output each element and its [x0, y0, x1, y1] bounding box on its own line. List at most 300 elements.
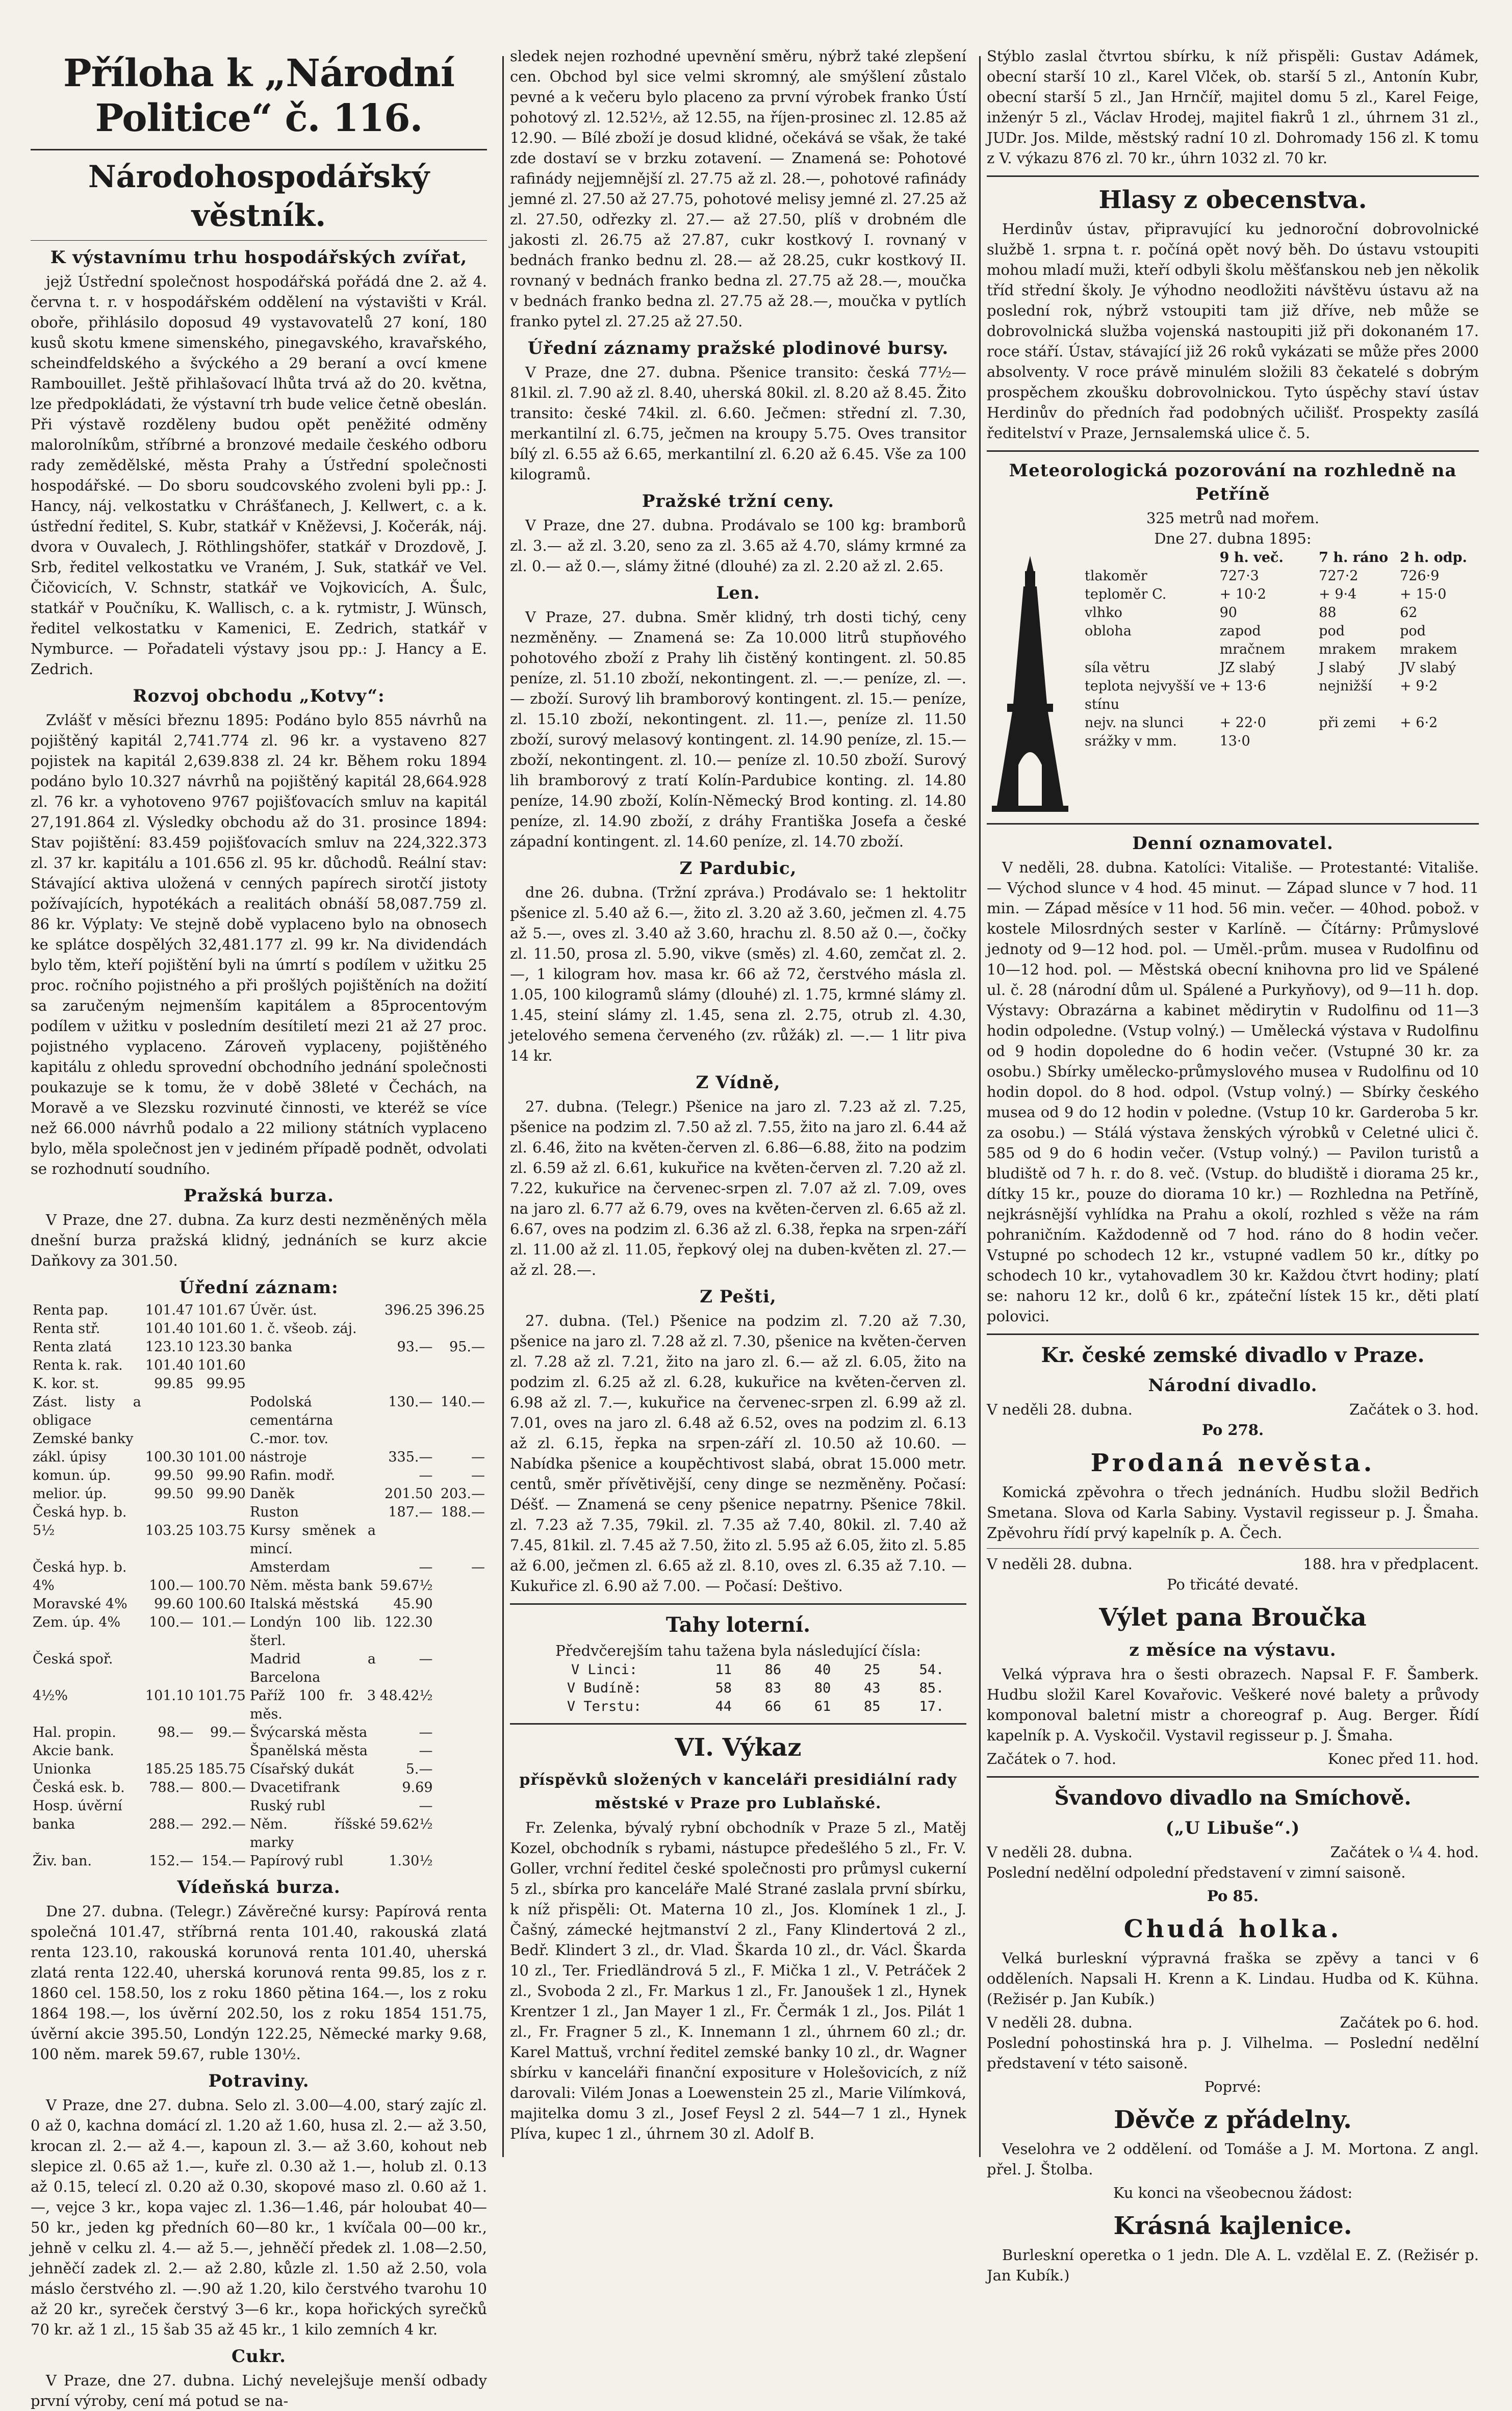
table-cell: 100.60 — [197, 1596, 246, 1612]
table-cell: 101.— — [201, 1614, 246, 1630]
table-cell: Rafin. modř. — [249, 1468, 336, 1483]
table-cell — [435, 1687, 488, 1724]
table-cell: 62 — [1400, 605, 1418, 621]
table-cell — [435, 1356, 488, 1375]
table-cell: Londýn 100 lib. šterl. — [249, 1614, 376, 1649]
table-cell — [435, 1760, 488, 1779]
lottery-heading: Tahy loterní. — [665, 1613, 811, 1637]
smichov-date: V neděli 28. dubna. — [987, 2014, 1133, 2031]
table-cell — [435, 1613, 488, 1650]
table-cell: 185.25 — [145, 1761, 194, 1777]
table-cell: síla větru — [1085, 660, 1150, 676]
food-heading: Potraviny. — [208, 2071, 310, 2091]
table-cell: C.-mor. tov. — [249, 1431, 328, 1447]
meteo-row — [1083, 714, 1479, 732]
table-cell: Česká hyp. b. — [33, 1559, 127, 1575]
table-cell: 101.75 — [197, 1688, 246, 1704]
table-cell: 99.85 — [154, 1376, 194, 1392]
table-cell — [143, 1650, 195, 1687]
table-cell: srážky v mm. — [1085, 733, 1177, 749]
table-cell: nejnižší — [1319, 678, 1372, 694]
table-cell: 292.— — [201, 1816, 246, 1832]
table-cell: Renta zlatá — [33, 1339, 112, 1355]
bond-row — [31, 1595, 487, 1613]
table-cell: + 22·0 — [1219, 715, 1266, 731]
divider — [31, 149, 487, 150]
table-cell: 396.25 — [385, 1302, 433, 1318]
show-description: Veselohra ve 2 oddělení. od Tomáše a J. M. Mortona. Z angl. přel. J. Štolba. — [987, 2140, 1479, 2178]
section-title: Národohospodářský věstník. — [88, 159, 430, 234]
table-cell: Živ. ban. — [33, 1853, 92, 1869]
table-cell: 788.— — [149, 1780, 194, 1796]
table-cell — [143, 1558, 195, 1577]
table-cell: 45.90 — [393, 1596, 433, 1612]
table-cell: Unionka — [33, 1761, 91, 1777]
table-cell: 103.75 — [197, 1523, 246, 1538]
table-cell: 101.40 — [145, 1357, 194, 1373]
meteo-subheading: 325 metrů nad mořem. — [1146, 509, 1320, 527]
exhibit-article: jejž Ústřední společnost hospodářská pořádá dne 2. až 4. června t. r. v hospodářském oddělení na výstavišti v Král. oboře, přihlásilo doposud 49 vystavovatelů 27 koní, 180 kusů skotu kmene simenského, pinegavského, kravařského, scheindfeldského a švýckého a 29 beraní a ovcí kmene Rambouillet. Ještě přihlašovací lhůta trvá až do 20. května, lze předpokládati, že výstavní trh bude velice četně obeslán. Při výstavě rozděleny budou opět peněžité odměny malorolníkům, stříbrné a bronzové medaile českého odboru rady zemědělské, města Prahy a Ústřední společnosti hospodářské. — Do sboru soudcovského zvoleni byli pp.: J. Hancy, náj. velkostatku v Chrášťanech, J. Kellwert, c. a k. ústřední ředitel, S. Kubr, statkář v Kněževsi, J. Kočerák, náj. dvora v Ouvalech, J. Röthlingshöfer, statkář v Drozdově, J. Srb, ředitel velkostatku ve Vraném, J. Suk, statkář ve Vel. Čičovicích, V. Schnstr, statkář ve Vojkovicích, A. Šulc, statkář v Poučníku, K. Wallisch, c. a k. rytmistr, J. Wünsch, ředitel velkostatku v Kamenici, E. Zedrich, statkář v Nymburce. — Pořadateli výstavy jsou pp.: J. Hancy a E. Zedrich. — [31, 273, 487, 678]
table-cell: komun. úp. — [33, 1468, 111, 1483]
table-cell: Hosp. úvěrní — [33, 1798, 122, 1814]
show-title: Chudá holka. — [1123, 1915, 1342, 1943]
table-cell: J slabý — [1319, 660, 1365, 676]
table-cell: zákl. úpisy — [33, 1449, 107, 1465]
table-cell — [435, 1815, 488, 1852]
table-cell: 100.— — [149, 1578, 194, 1594]
table-cell: Něm. říšské marky — [249, 1816, 376, 1851]
table-cell: 100.— — [149, 1614, 194, 1630]
calendar-text: V neděli, 28. dubna. Katolíci: Vitališe. — Protestanté: Vitališe. — Východ slunce v 4 hod. 45 minut. — Západ slunce v 7 hod. 11 min. — Západ měsíce v 11 hod. 56 min. večer. — 40hod. pobož. v kostele Milosrdných sester v Karlíně. — Čítárny: Průmyslové jednoty od 9—12 hod. pol. — Uměl.-prům. musea v Rudolfinu od 10—12 hod. pol. — Městská obecní knihovna pro lid ve Spálené ul. č. 28 (národní dům ul. Spálené a Purkyňovy), od 9—11 h. dop. Výstavy: Obrazárna a kabinet mědirytin v Rudolfinu od 11—3 hodin odpoledne. (Vstup volný.) — Umělecká výstava v Rudolfinu od 9 hodin dopoledne do 6 hodin večer. (Vstupné 30 kr. za osobu.) Sbírky umělecko-průmyslového musea v Rudolfinu od 10 hodin dopol. do 8 hod. odpol. (Vstup volný.) — Sbírky českého musea od 9 do 12 hodin v poledne. (Vstup 10 kr. Garderoba 5 kr. za osobu.) — Stálá výstava ženských výrobků v Celetné ulici č. 585 od 9 do 6 hodin večer. (Vstup volný.) — Pavilon turistů a bludiště od 7 h. r. do 8. več. (Vstup. do bludiště i diorama 25 kr., dítky 15 kr., pouze do diorama 10 kr.) — Rozhledna na Petříně, nejkrásnější vyhlídka na Prahu a okolí, rozhled s věže na rám pohraničním. Každodenně od 7 hod. ráno do 8 hodin večer. Vstupné po schodech 12 kr., vstupné vadlem 50 kr., dítky po schodech 10 kr., vytahovadlem 30 kr. Každou čtvrt hodiny; platí se: nahoru 12 kr., dolů 6 kr., zpáteční lístek 15 kr., děti platí polovici. — [987, 859, 1479, 1325]
lottery-row — [510, 1661, 966, 1679]
divider — [987, 1333, 1479, 1335]
bond-row — [31, 1448, 487, 1467]
theatre-subheading: Národní divadlo. — [1148, 1375, 1318, 1396]
meteo-row — [1083, 585, 1479, 604]
table-cell: Dvacetifrank — [249, 1780, 340, 1796]
table-cell: Císařský dukát — [249, 1761, 354, 1777]
table-cell: 43 — [863, 1680, 881, 1696]
table-cell: 85. — [919, 1680, 944, 1696]
bond-row — [31, 1577, 487, 1595]
table-cell: 726·9 — [1400, 568, 1440, 584]
table-cell: Hal. propin. — [33, 1725, 116, 1740]
theatre-heading: Kr. české zemské divadlo v Praze. — [1041, 1343, 1425, 1367]
table-cell: + 6·2 — [1400, 715, 1438, 731]
table-cell — [195, 1797, 247, 1815]
table-cell: vlhko — [1085, 605, 1122, 621]
table-cell: 154.— — [201, 1853, 246, 1869]
table-cell: 99.95 — [206, 1376, 246, 1392]
theatre-performance-note: Po třicáté devaté. — [1167, 1576, 1299, 1593]
bond-row — [31, 1815, 487, 1852]
bond-row — [31, 1375, 487, 1393]
table-cell — [378, 1356, 434, 1375]
table-cell: 185.75 — [197, 1761, 246, 1777]
theatre-subscription: 188. hra v předplacent. — [1303, 1555, 1479, 1573]
smichov-subheading: („U Libuše“.) — [1165, 1818, 1300, 1838]
market-text: V Praze, dne 27. dubna. Prodávalo se 100 kg: bramborů zl. 3.— až zl. 3.20, seno za zl. 3.65 až 4.70, slámy krmné za zl. 0.— až 0.—, slámy žitné (dlouhé) za zl. 2.20 až zl. 2.65. — [510, 517, 966, 575]
table-cell: — — [419, 1651, 433, 1667]
table-cell: 85 — [863, 1699, 881, 1714]
table-cell: pod mrakem — [1400, 623, 1457, 657]
table-cell: — — [471, 1449, 485, 1465]
meteo-heading: Meteorologická pozorování na rozhledně na Petříně — [1009, 460, 1457, 504]
bond-row — [31, 1558, 487, 1577]
report-subheading: příspěvků složených v kanceláři presidiální rady městské v Praze pro Lublaňské. — [519, 1771, 957, 1812]
table-cell: banka — [33, 1816, 75, 1832]
table-cell: 5½ — [33, 1523, 55, 1538]
table-cell: 800.— — [201, 1780, 246, 1796]
bond-row — [31, 1797, 487, 1815]
table-cell: — — [471, 1559, 485, 1575]
table-cell — [1398, 732, 1479, 751]
table-cell: 101.00 — [197, 1449, 246, 1465]
table-cell: 727·3 — [1219, 568, 1259, 584]
table-cell — [195, 1558, 247, 1577]
table-cell: JZ slabý — [1219, 660, 1275, 676]
sugar-text: V Praze, dne 27. dubna. Lichý nevelejšuje menší odbady první výroby, cení má potud se na- — [31, 2372, 487, 2409]
calendar-heading: Denní oznamovatel. — [1132, 833, 1334, 854]
table-cell: Zem. úp. 4% — [33, 1614, 121, 1630]
table-cell: teploměr C. — [1085, 586, 1167, 602]
meteo-row — [1083, 567, 1479, 585]
table-cell: Renta pap. — [33, 1302, 109, 1318]
table-cell: teplota nejvyšší ve stínu — [1085, 678, 1216, 712]
bond-row — [31, 1522, 487, 1558]
table-cell: 123.10 — [145, 1339, 194, 1355]
table-cell: 201.50 — [385, 1486, 433, 1502]
bond-row — [31, 1320, 487, 1338]
lottery-row — [510, 1698, 966, 1716]
table-cell: 288.— — [149, 1816, 194, 1832]
table-cell: 4½% — [33, 1688, 68, 1704]
column-rule — [979, 56, 981, 2157]
table-cell: 59.67½ — [380, 1578, 433, 1594]
theatre-date: V neděli 28. dubna. — [987, 1401, 1133, 1418]
table-cell: 727·2 — [1319, 568, 1359, 584]
bond-row — [31, 1687, 487, 1724]
table-cell: 140.— — [440, 1394, 485, 1410]
bond-row — [31, 1467, 487, 1485]
table-cell — [143, 1742, 195, 1760]
table-cell: + 13·6 — [1219, 678, 1266, 694]
table-cell: Akcie bank. — [33, 1743, 114, 1759]
table-cell: Podolská cementárna — [249, 1394, 334, 1428]
table-cell: + 10·2 — [1219, 586, 1266, 602]
table-cell — [143, 1503, 195, 1522]
theatre-performance-number: Po 278. — [1201, 1421, 1264, 1439]
table-cell — [195, 1503, 247, 1522]
table-cell: 66 — [764, 1699, 782, 1714]
table-cell: 99.— — [210, 1725, 246, 1740]
table-cell: 58 — [715, 1680, 732, 1696]
table-cell: 88 — [1319, 605, 1337, 621]
table-cell: 17. — [919, 1699, 944, 1714]
table-cell: Italská městská — [249, 1596, 359, 1612]
table-cell: Česká esk. b. — [33, 1780, 125, 1796]
table-cell — [195, 1430, 247, 1448]
table-cell: 98.— — [158, 1725, 194, 1740]
table-cell: Švýcarská města — [249, 1725, 368, 1740]
table-cell: 188.— — [440, 1504, 485, 1520]
table-cell: 101.40 — [145, 1321, 194, 1337]
show-description: Velká burleskní výpravná fraška se zpěvy a tanci v 6 odděleních. Napsali H. Krenn a K. Lindau. Hudba od K. Kühna. (Režisér p. Jan Kubík.) — [987, 1950, 1479, 2008]
table-cell: — — [471, 1468, 485, 1483]
table-cell — [195, 1393, 247, 1430]
table-cell: melior. úp. — [33, 1486, 107, 1502]
divider — [510, 1723, 966, 1725]
masthead: Příloha k „Národní Politice“ č. 116. — [63, 52, 454, 140]
pardubice-text: dne 26. dubna. (Tržní zpráva.) Prodávalo se: 1 hektolitr pšenice zl. 5.40 až 6.—, žito zl. 3.20 až 3.60, ječmen zl. 4.75 až 5.—, oves zl. 3.40 až 3.60, hrachu zl. 8.50 až 0.—, čočky zl. 11.50, prosa zl. 5.90, vikve (směs) zl. 4.60, zemčat zl. 2.—, 1 kilogram hov. masa kr. 66 až 72, čerstvého másla zl. 1.05, 100 kilogramů slámy (dlouhé) zl. 1.75, krmné slámy zl. 1.45, steiní slámy zl. 1.45, sena zl. 2.75, otrub zl. 4.30, jetelového semena červeného (zv. růžák) zl. —.— 1 litr piva 14 kr. — [510, 884, 966, 1064]
kotvy-article: Zvlášť v měsíci březnu 1895: Podáno bylo 855 návrhů na pojištěný kapitál 2,741.774 zl. 96 kr. a vystaveno 827 pojistek na kapitál 2,639.838 zl. 24 kr. Během roku 1894 podáno bylo 10.327 návrhů na pojištěný kapitál 28,664.928 zl. 76 kr. a vyhotoveno 9767 pojišťovacích smluv na kapitál 27,191.864 zl. Výsledky obchodu až do 31. prosince 1894: Stav pojištění: 83.459 pojišťovacích smluv na 224,322.373 zl. 37 kr. kapitálu a 101.656 zl. 95 kr. důchodů. Reální stav: Stávající aktiva uložená v cenných papírech sirotčí jistoty požívajících, hypotékách a realitách obnáší 58,087.759 zl. 86 kr. Výplaty: Ve stejně době vyplaceno bylo na obnosech ke splátce dospělých 32,481.177 zl. 99 kr. Na dividendách bylo těm, kteří pojištění byli na úmrtí s podílem v užitku 25 proc. ročního pojistného a při prošlých pojištěních na dožití sa zaručeným nejmenším kapitálem a 85procentovým podílem v užitku v posledním desítiletí mezi 21 až 27 proc. pojistného vyplaceno. Zároveň vyplaceny, pojištěného kapitálu z ohledu sprovední obchodního jednání společnosti poukazuje se k tomu, že v době 38leté v Čechách, na Moravě a ve Slezsku rozvinuté činnosti, ve kteréž se více než 66.000 návrhů podalo a 22 miliony státních vyplaceno bylo, měla společnost jen v jediném případě podnět, odvolati se rozhodnutí soudního. — [31, 711, 487, 1177]
table-cell: tlakoměr — [1085, 568, 1147, 584]
table-cell — [435, 1797, 488, 1815]
table-cell: Daněk — [249, 1486, 295, 1502]
table-cell: 9 h. več. — [1219, 550, 1284, 566]
show-title: Výlet pana Broučka — [1099, 1603, 1367, 1632]
table-cell: 93.— — [397, 1339, 433, 1355]
table-cell: Amsterdam — [249, 1559, 330, 1575]
report-continued-text: Stýblo zaslal čtvrtou sbírku, k níž přispěli: Gustav Adámek, obecní starší 10 zl., Karel Vlček, ob. starší 5 zl., Antonín Kubr, obecní starší 5 zl., Jan Hrnčíř, majitel domu 5 zl., Karel Feige, inženýr 5 zl., Václav Hrodej, majitel fiakrů 1 zl., úhrnem 31 zl., JUDr. Jos. Milde, městský radní 10 zl. Dohromady 156 zl. K tomu z V. výkazu 876 zl. 70 kr., úhrn 1032 zl. 70 kr. — [987, 47, 1479, 167]
table-cell: Ruston — [249, 1504, 299, 1520]
lottery-row — [510, 1679, 966, 1698]
smichov-first-label: Poprvé: — [1204, 2078, 1262, 2095]
table-cell: 99.50 — [154, 1468, 194, 1483]
theatre-start: Začátek o 3. hod. — [1349, 1401, 1479, 1418]
food-text: V Praze, dne 27. dubna. Selo zl. 3.00—4.00, starý zajíc zl. 0 až 0, kachna domácí zl. 1.20 až 1.60, husa zl. 2.— až 3.50, krocan zl. 2.— až 4.—, kapoun zl. 3.— až 3.60, kohout neb slepice zl. 0.65 až 1.—, kuře zl. 0.30 až 1.—, holub zl. 0.13 až 0.15, telecí zl. 0.20 až 0.30, skopové maso zl. 0.60 až 1.—, vejce 3 kr., kopa vajec zl. 1.36—1.46, pár holoubat 40—50 kr., jeden kg předních 60—80 kr., 1 kvíčala 00—00 kr., jehně v celku zl. 4.— až 5.—, jehněčí předek zl. 1.08—2.50, jehněčí zadek zl. 2.— až 2.80, kůzle zl. 1.50 až 2.50, vola máslo čerstvého zl. —.90 až 1.20, kilo čerstvého tvarohu 10 až 20 kr., syreček čerstvý 3—6 kr., kopa hořických syrečků 70 kr. až 1 zl., 15 šab 35 až 45 kr., 1 kilo zemních 4 kr. — [31, 2096, 487, 2338]
divider — [987, 450, 1479, 452]
bond-row — [31, 1338, 487, 1356]
meteo-date: Dne 27. dubna 1895: — [1154, 530, 1312, 547]
meteo-header-row — [1083, 549, 1479, 567]
table-cell: 80 — [814, 1680, 831, 1696]
show-description: Burleskní operetka o 1 jedn. Dle A. L. vzdělal E. Z. (Režisér p. Jan Kubík.) — [987, 2246, 1479, 2284]
show-title: Děvče z přádelny. — [1114, 2106, 1352, 2134]
table-cell: 54. — [919, 1662, 944, 1678]
vienna-grain-heading: Z Vídně, — [696, 1072, 781, 1093]
table-cell — [435, 1522, 488, 1558]
table-cell: — — [419, 1798, 433, 1814]
bond-row — [31, 1503, 487, 1522]
show-subtitle: z měsíce na výstavu. — [1129, 1640, 1337, 1660]
table-cell: Něm. města bank — [249, 1578, 373, 1594]
bond-row — [31, 1779, 487, 1797]
table-cell — [248, 1356, 378, 1375]
meteo-row — [1083, 604, 1479, 622]
table-cell: 83 — [764, 1680, 782, 1696]
table-cell: 5.— — [405, 1761, 433, 1777]
smichov-heading: Švandovo divadlo na Smíchově. — [1054, 1786, 1412, 1810]
table-cell: 44 — [715, 1699, 732, 1714]
bond-row — [31, 1650, 487, 1687]
table-cell: 152.— — [149, 1853, 194, 1869]
official-record-heading: Úřední záznam: — [179, 1277, 339, 1298]
table-cell: 335.— — [388, 1449, 433, 1465]
sugar-continued-text: sledek nejen rozhodné upevnění směru, nýbrž také zlepšení cen. Obchod byl sice velmi skromný, ale smýšlení zůstalo pevné a k večeru bylo placeno za první výrobek franko Ústí pohotový zl. 12.52½, až 12.55, na říjen-prosinec zl. 12.85 až 12.90. — Bílé zboží je dosud klidné, očekává se však, že také zde dostaví se v brzku zotavení. — Znamená se: Pohotové rafinády nejjemnější zl. 27.75 až zl. 28.—, pohotové rafinády jemné zl. 27.50 až 27.75, pohotové melisy jemné zl. 27.25 až zl. 27.50, odřezky zl. 27.— až 27.50, plíš v drobném dle jakosti zl. 26.75 až 27.87, cukr kostkový I. rovnaný v bednách franko bednu zl. 28.— až 28.25, cukr kostkový II. rovnaný v bednách franko bedna zl. 27.75 až 28.—, moučka v bednách franko bedna zl. 27.75 až 28.—, moučka v pytlích franko pytel zl. 27.25 až 27.50. — [510, 47, 966, 330]
table-cell: 130.— — [388, 1394, 433, 1410]
show-description: Velká výprava hra o šesti obrazech. Napsal F. F. Šamberk. Hudbu složil Karel Kovařovic. Veškeré nové balety a průvody komponoval baletní mistr a choreograf p. Aug. Berger. Řídí kapelník p. A. Vyskočil. Vystavil regisseur p. J. Šmaha. — [987, 1665, 1479, 1744]
kotvy-heading: Rozvoj obchodu „Kotvy“: — [133, 686, 385, 706]
table-cell: JV slabý — [1400, 660, 1456, 676]
table-cell: Kursy směnek a mincí. — [249, 1523, 376, 1557]
table-cell: 61 — [814, 1699, 831, 1714]
pardubice-heading: Z Pardubic, — [679, 858, 797, 879]
voices-text: Herdinův ústav, připravující ku jednoroční dobrovolnické službě 1. srpna t. r. počíná opět nový běh. Do ústavu vstoupiti mohou mladí muži, kteří odbyli školu měšťanskou neb jen několik tříd střední školy. Je výhodno neodložiti návštěvu ústavu až na poslední rok, nýbrž vstoupiti tam již dříve, neb může se dobrovolnická služba vojenská nastoupiti již při dokonaném 17. roce stáří. Ústav, stávající již 26 roků vykázati se může přes 2000 absolventy. V roce právě minulém složili 83 čekatelé s dobrým prospěchem zkoušku dobrovolnickou. Tyto úspěchy staví ústav Herdinův do předních řad podobných učilišť. Prospekty zasílá ředitelství v Praze, Jernsalemská ulice č. 5. — [987, 220, 1479, 442]
table-cell: 25 — [863, 1662, 881, 1678]
vienna-exchange-text: Dne 27. dubna. (Telegr.) Závěrečné kursy: Papírová renta společná 101.47, stříbrná renta 101.40, rakouská zlatá renta 123.10, rakouská korunová renta 101.40, uherská zlatá renta 122.40, uherská korunová renta 99.85, los z r. 1860 cel. 158.50, los z roku 1860 pětina 164.—, los z roku 1864 198.—, los úvěrní 202.50, los z roku 1854 151.75, úvěrní akcie 395.50, Londýn 122.25, Německé marky 9.68, 100 něm. marek 59.67, ruble 130½. — [31, 1903, 487, 2063]
vienna-exchange-heading: Vídeňská burza. — [177, 1877, 341, 1897]
flax-heading: Len. — [716, 583, 760, 603]
table-cell — [435, 1779, 488, 1797]
divider — [31, 240, 487, 241]
table-cell: + 9·4 — [1319, 586, 1357, 602]
table-cell — [378, 1430, 434, 1448]
grain-text: V Praze, dne 27. dubna. Pšenice transito: česká 77½—81kil. zl. 7.90 až zl. 8.40, uherská 80kil. zl. 8.20 až 8.45. Žito transito: české 74kil. zl. 6.60. Ječmen: střední zl. 7.30, merkantilní zl. 6.75, ječmen na kroupy 5.75. Oves transitor bílý zl. 6.55 až 6.65, merkantilní zl. 6.20 až 6.45. Vše za 100 kilogramů. — [510, 364, 966, 483]
table-cell — [195, 1742, 247, 1760]
report-heading: VI. Výkaz — [675, 1733, 802, 1762]
table-cell: 100.30 — [145, 1449, 194, 1465]
exhibit-heading: K výstavnímu trhu hospodářských zvířat, — [50, 247, 468, 268]
lottery-subheading: Předvčerejším tahu tažena byla následující čísla: — [555, 1642, 921, 1659]
pest-heading: Z Pešti, — [700, 1287, 777, 1307]
table-cell: V Terstu: — [567, 1699, 642, 1714]
divider — [987, 823, 1479, 825]
table-cell — [435, 1577, 488, 1595]
table-cell — [378, 1522, 434, 1558]
voices-heading: Hlasy z obecenstva. — [1098, 186, 1367, 214]
meteo-row — [1083, 659, 1479, 677]
bond-row — [31, 1852, 487, 1870]
table-cell: 86 — [764, 1662, 782, 1678]
table-cell: — — [419, 1743, 433, 1759]
table-cell: 122.30 — [385, 1614, 433, 1630]
petrin-tower-illustration — [987, 551, 1073, 816]
table-cell: V Budíně: — [567, 1680, 642, 1696]
table-cell: 101.60 — [197, 1357, 246, 1373]
smichov-start: Začátek o ¼ 4. hod. — [1330, 1843, 1479, 1861]
sugar-heading: Cukr. — [232, 2346, 286, 2367]
table-cell — [435, 1320, 488, 1338]
table-cell: 99.60 — [154, 1596, 194, 1612]
table-cell — [195, 1650, 247, 1687]
table-cell — [143, 1393, 195, 1430]
table-cell: 103.25 — [145, 1523, 194, 1538]
bond-row — [31, 1760, 487, 1779]
meteo-row — [1083, 622, 1479, 659]
bond-row — [31, 1485, 487, 1503]
table-cell: obloha — [1085, 623, 1132, 639]
table-cell: — — [419, 1725, 433, 1740]
table-cell: K. kor. st. — [33, 1376, 99, 1392]
table-cell — [1083, 549, 1218, 567]
table-cell: + 15·0 — [1400, 586, 1447, 602]
table-cell: Moravské 4% — [33, 1596, 127, 1612]
smichov-date: V neděli 28. dubna. — [987, 1843, 1133, 1861]
theatre-end: Konec před 11. hod. — [1327, 1750, 1479, 1767]
show-description: Komická zpěvohra o třech jednáních. Hudbu složil Bedřich Smetana. Slova od Karla Sabiny. Vystavil regisseur p. J. Šmaha. Zpěvohru řídí prvý kapelník p. A. Čech. — [987, 1483, 1479, 1542]
table-cell: Ruský rubl — [249, 1798, 325, 1814]
table-cell: nástroje — [249, 1449, 307, 1465]
table-cell: — — [419, 1468, 433, 1483]
prague-exchange-text: V Praze, dne 27. dubna. Za kurz desti nezměněných měla dnešní burza pražská klidný, jednáních se kurz akcie Daňkovy za 301.50. — [31, 1211, 487, 1269]
table-cell: 95.— — [449, 1339, 485, 1355]
table-cell — [378, 1320, 434, 1338]
table-cell: 99.90 — [206, 1468, 246, 1483]
table-cell: 1.30½ — [389, 1853, 433, 1869]
bond-row — [31, 1430, 487, 1448]
table-cell: 101.10 — [145, 1688, 194, 1704]
divider — [510, 1603, 966, 1605]
table-cell: Renta stř. — [33, 1321, 100, 1337]
smichov-note: Poslední pohostinská hra p. J. Vilhelma. — Poslední nedělní představení v této saisoně. — [987, 2034, 1479, 2072]
table-cell — [435, 1375, 488, 1393]
pest-text: 27. dubna. (Tel.) Pšenice na podzim zl. 7.20 až 7.30, pšenice na jaro zl. 7.28 až zl. 7.30, pšenice na květen-červen zl. 7.28 až zl. 7.21, žito na jaro zl. 6.— až zl. 6.05, žito na podzim zl. 6.25 až zl. 6.28, kukuřice na květen-červen zl. 6.98 až zl. 7.—, kukuřice na červenec-srpen zl. 6.99 až zl. 7.01, oves na jaro zl. 6.48 až 6.52, oves na podzim zl. 6.13 až zl. 6.15, řepka na srpen-září zl. 10.50 až 10.60. — Nabídka pšenice a koupěchtivost slabá, obrat 15.000 metr. centů, směr přívětivější, ceny dinge se nezměněny. Počasí: Déšť. — Znamená se ceny pšenice nepatrny. Pšenice 78kil. zl. 7.23 až 7.35, 79kil. zl. 7.35 až 7.40, 80kil. zl. 7.40 až 7.45, 81kil. zl. 7.45 až 7.50, žito zl. 5.95 až 6.05, žito zl. 5.85 až 6.00, ječmen zl. 6.65 až zl. 8.10, oves zl. 6.35 až 7.10. — Kukuřice zl. 6.90 až 7.00. — Počasí: Deštivo. — [510, 1312, 966, 1595]
table-cell — [435, 1430, 488, 1448]
table-cell: při zemi — [1319, 715, 1376, 731]
table-cell — [435, 1724, 488, 1742]
vienna-grain-text: 27. dubna. (Telegr.) Pšenice na jaro zl. 7.23 až zl. 7.25, pšenice na podzim zl. 7.50 až zl. 7.55, žito na jaro zl. 6.44 až zl. 6.46, žito na květen-červen zl. 6.86—6.88, žito na podzim zl. 6.59 až zl. 6.61, kukuřice na květen-červen zl. 7.20 až zl. 7.22, kukuřice na červenec-srpen zl. 7.07 až zl. 7.09, oves na jaro zl. 6.77 až 6.79, oves na květen-červen zl. 6.65 až zl. 6.67, oves na podzim zl. 6.36 až zl. 6.38, řepka na srpen-září zl. 11.00 až zl. 11.05, řepkový olej na duben-květen zl. 27.— až zl. 28.—. — [510, 1098, 966, 1278]
table-cell: Papírový rubl — [249, 1853, 344, 1869]
grain-heading: Úřední záznamy pražské plodinové bursy. — [527, 338, 949, 358]
smichov-note: Poslední nedělní odpolední představení v zimní saisoně. — [987, 1864, 1406, 1881]
table-cell — [143, 1797, 195, 1815]
table-cell: 40 — [814, 1662, 831, 1678]
meteo-row — [1083, 732, 1479, 751]
table-cell: Úvěr. úst. — [249, 1302, 317, 1318]
table-cell: zapod mračnem — [1219, 623, 1286, 657]
table-cell: Zást. listy a obligace — [33, 1394, 141, 1428]
show-title: Krásná kajlenice. — [1113, 2212, 1352, 2240]
divider — [987, 1776, 1479, 1778]
table-cell: 11 — [715, 1662, 732, 1678]
bond-row — [31, 1742, 487, 1760]
table-cell: 1. č. všeob. záj. — [249, 1321, 357, 1337]
table-cell: Španělská města — [249, 1743, 368, 1759]
table-cell: V Linci: — [571, 1662, 638, 1678]
market-heading: Pražské tržní ceny. — [642, 491, 835, 511]
table-cell — [1317, 732, 1398, 751]
divider — [987, 175, 1479, 177]
table-cell: 101.60 — [197, 1321, 246, 1337]
table-cell: + 9·2 — [1400, 678, 1438, 694]
table-cell — [435, 1595, 488, 1613]
table-cell: 100.70 — [197, 1578, 246, 1594]
smichov-closing-label: Ku konci na všeobecnou žádost: — [1113, 2184, 1353, 2201]
show-title: Prodaná nevěsta. — [1090, 1449, 1375, 1477]
table-cell — [248, 1375, 378, 1393]
table-cell: banka — [249, 1339, 293, 1355]
table-cell: 101.67 — [197, 1302, 246, 1318]
table-cell: Česká hyp. b. — [33, 1504, 127, 1520]
table-cell: 187.— — [388, 1504, 433, 1520]
prague-exchange-heading: Pražská burza. — [184, 1186, 334, 1206]
table-cell: Zemské banky — [33, 1431, 134, 1447]
table-cell: 48.42½ — [380, 1688, 433, 1704]
table-cell: 90 — [1219, 605, 1237, 621]
meteo-row — [1083, 677, 1479, 714]
bond-row — [31, 1393, 487, 1430]
table-cell: 396.25 — [437, 1302, 485, 1318]
table-cell: Madrid a Barcelona — [249, 1651, 376, 1685]
table-cell: — — [419, 1559, 433, 1575]
table-cell: 99.90 — [206, 1486, 246, 1502]
bond-row — [31, 1724, 487, 1742]
table-cell: 7 h. ráno — [1319, 550, 1389, 566]
table-cell: 101.47 — [145, 1302, 194, 1318]
table-cell: pod mrakem — [1319, 623, 1376, 657]
table-cell — [435, 1650, 488, 1687]
